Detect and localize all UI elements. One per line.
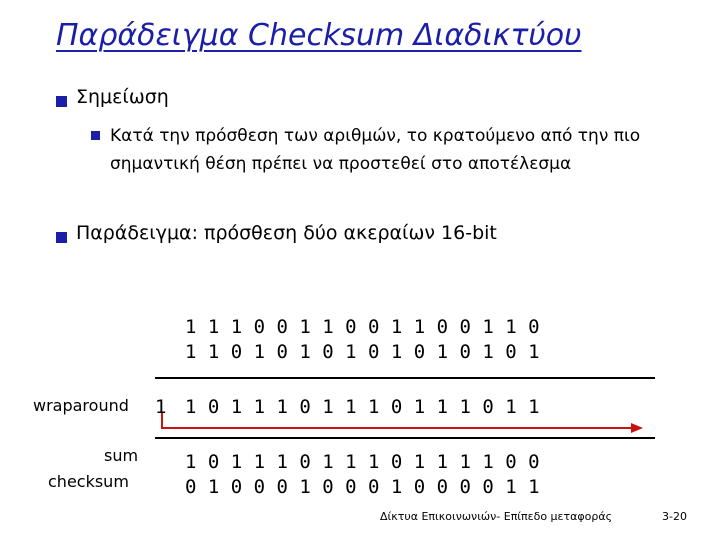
sum-label: sum bbox=[104, 446, 139, 465]
footer-text: Δίκτυα Επικοινωνιών- Επίπεδο μεταφοράς bbox=[380, 510, 613, 523]
checksum-label: checksum bbox=[48, 472, 129, 491]
checksum-bits: 0 1 0 0 0 1 0 0 0 1 0 0 0 0 1 1 bbox=[185, 476, 540, 498]
page-number: 3-20 bbox=[662, 510, 687, 523]
operand-2-bits: 1 1 0 1 0 1 0 1 0 1 0 1 0 1 0 1 bbox=[185, 341, 540, 363]
sum-divider bbox=[155, 377, 655, 379]
wraparound-arrow-icon bbox=[140, 385, 660, 445]
operand-1-bits: 1 1 1 0 0 1 1 0 0 1 1 0 0 1 1 0 bbox=[185, 316, 540, 338]
wraparound-bits: 1 0 1 1 1 0 1 1 1 0 1 1 1 0 1 1 bbox=[185, 396, 540, 418]
bullet-example: Παράδειγμα: πρόσθεση δύο ακεραίων 16-bit bbox=[76, 222, 497, 244]
bullet-note-detail: Κατά την πρόσθεση των αριθμών, το κρατούμενο από την πιο σημαντική θέση πρέπει να προστεθεί στο αποτέλεσμα bbox=[110, 126, 641, 174]
wraparound-label: wraparound bbox=[33, 396, 129, 415]
bullet-note: Σημείωση bbox=[76, 86, 169, 108]
square-bullet-icon bbox=[91, 131, 100, 140]
square-bullet-icon bbox=[56, 96, 67, 107]
square-bullet-icon bbox=[56, 232, 67, 243]
sum-bits: 1 0 1 1 1 0 1 1 1 0 1 1 1 1 0 0 bbox=[185, 451, 540, 473]
slide-title: Παράδειγμα Checksum Διαδικτύου bbox=[56, 18, 582, 53]
checksum-divider bbox=[155, 437, 655, 439]
wraparound-carry-bit: 1 bbox=[155, 396, 167, 418]
